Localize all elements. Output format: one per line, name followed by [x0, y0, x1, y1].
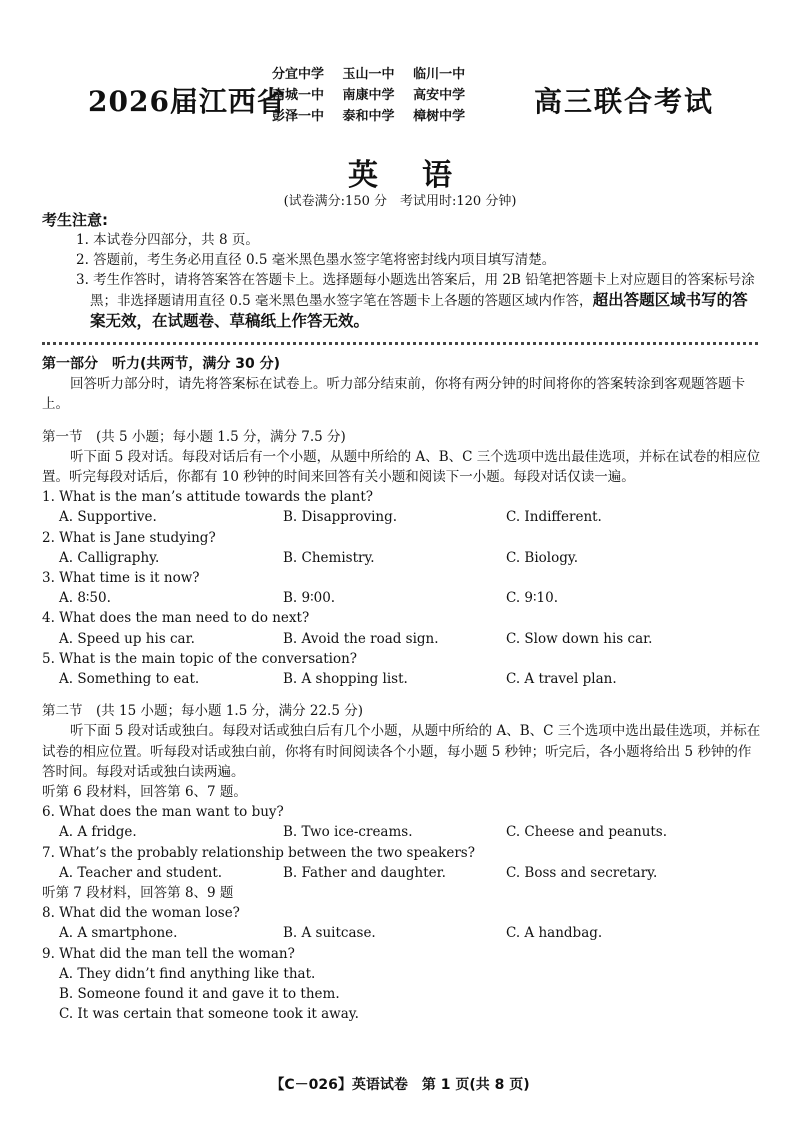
- notice-item: 1. 本试卷分四部分，共 8 页。: [76, 232, 259, 248]
- option-a: A. Something to eat.: [59, 671, 200, 688]
- notice-warning: 超出答题区域书写的答案无效，在试题卷、草稿纸上作答无效。: [90, 291, 748, 330]
- header-province: 2026届江西省: [88, 85, 286, 118]
- question: 4. What does the man need to do next?: [42, 610, 310, 627]
- notice-title: 考生注意:: [42, 211, 108, 229]
- school-name: 樟树中学: [413, 109, 466, 124]
- page-footer: 【C－026】英语试卷 第 1 页(共 8 页): [270, 1077, 530, 1093]
- option-b: B. Someone found it and gave it to them.: [59, 986, 340, 1003]
- option-b: B. A shopping list.: [283, 671, 408, 688]
- options-row: [42, 588, 762, 608]
- material-label: 听第 6 段材料，回答第 6、7 题。: [42, 784, 247, 801]
- options-row: [42, 507, 762, 527]
- candidate-notice: [42, 210, 762, 332]
- option-c: C. Indifferent.: [506, 509, 602, 526]
- option-c: C. A handbag.: [506, 925, 603, 942]
- option-a: A. 8∶50.: [59, 590, 111, 607]
- option-b: B. A suitcase.: [283, 925, 376, 942]
- options-row: [42, 548, 762, 568]
- option-b: B. 9∶00.: [283, 590, 336, 607]
- options-row: [42, 863, 762, 883]
- option-c: C. It was certain that someone took it away.: [59, 1006, 359, 1023]
- material-label: 听第 7 段材料，回答第 8、9 题: [42, 885, 234, 902]
- option-a: A. Supportive.: [59, 509, 157, 526]
- question: 1. What is the man’s attitude towards the plant?: [42, 489, 373, 506]
- school-row: [272, 64, 479, 85]
- header-exam-name: 高三联合考试: [534, 85, 715, 118]
- options-row: [42, 629, 762, 649]
- options-row: [42, 669, 762, 689]
- school-name: 玉山一中: [342, 67, 395, 82]
- question: 3. What time is it now?: [42, 570, 200, 587]
- option-a: A. Calligraphy.: [59, 549, 160, 566]
- option-b: B. Chemistry.: [283, 549, 375, 566]
- question: 9. What did the man tell the woman?: [42, 945, 295, 962]
- notice-item: 2. 答题前，考生务必用直径 0.5 毫米黑色墨水签字笔将密封线内项目填写清楚。: [76, 252, 556, 268]
- option-c: C. Slow down his car.: [506, 630, 653, 647]
- section-intro: 听下面 5 段对话。每段对话后有一个小题，从题中所给的 A、B、C 三个选项中选出最佳选项，并标在试卷的相应位置。听完每段对话后，你都有 10 秒钟的时间来回答有关小题和阅读下一小题。每段对话仅读一遍。: [42, 448, 761, 486]
- exam-header: [0, 62, 800, 130]
- options-stack: [42, 964, 762, 1025]
- question: 5. What is the main topic of the conversation?: [42, 650, 358, 667]
- option-a: A. They didn’t find anything like that.: [59, 965, 316, 982]
- option-b: B. Avoid the road sign.: [283, 630, 439, 647]
- school-name: 南城一中: [272, 88, 325, 103]
- option-c: C. Biology.: [506, 549, 579, 566]
- option-a: A. A fridge.: [59, 824, 137, 841]
- school-name: 南康中学: [342, 88, 395, 103]
- options-row: [42, 923, 762, 943]
- options-row: [42, 822, 762, 842]
- exam-meta: (试卷满分:150 分 考试用时:120 分钟): [283, 194, 517, 209]
- question: 2. What is Jane studying?: [42, 529, 216, 546]
- option-c: C. Boss and secretary.: [506, 864, 658, 881]
- school-list: [272, 64, 479, 127]
- notice-item-text: 3. 考生作答时，请将答案答在答题卡上。选择题每小题选出答案后，用 2B 铅笔把答题卡上对应题目的答案标号涂黑；非选择题请用直径 0.5 毫米黑色墨水签字笔在答题卡上各题的答题区域内作答，: [76, 272, 755, 309]
- exam-content: [42, 354, 762, 1025]
- option-a: A. A smartphone.: [59, 925, 178, 942]
- subject-title: 英语: [348, 158, 496, 193]
- option-b: B. Two ice-creams.: [283, 824, 413, 841]
- section-intro: 听下面 5 段对话或独白。每段对话或独白后有几个小题，从题中所给的 A、B、C 三个选项中选出最佳选项，并标在试卷的相应位置。听每段对话或独白前，你将有时间阅读各个小题，每小题 5 秒钟；听完后，各小题将给出 5 秒钟的作答时间。每段对话或独白读两遍。: [42, 723, 761, 780]
- school-name: 高安中学: [413, 88, 466, 103]
- option-a: A. Teacher and student.: [59, 864, 223, 881]
- question: 7. What’s the probably relationship between the two speakers?: [42, 844, 475, 861]
- section-title: 第二节 (共 15 小题；每小题 1.5 分，满分 22.5 分): [42, 703, 363, 720]
- dotted-divider: [42, 342, 758, 346]
- school-name: 泰和中学: [342, 109, 395, 124]
- question: 6. What does the man want to buy?: [42, 804, 284, 821]
- notice-item: [42, 270, 762, 332]
- school-row: [272, 106, 479, 127]
- option-a: A. Speed up his car.: [59, 630, 195, 647]
- option-b: B. Father and daughter.: [283, 864, 446, 881]
- school-name: 分宜中学: [272, 67, 325, 82]
- option-c: C. A travel plan.: [506, 671, 617, 688]
- option-c: C. Cheese and peanuts.: [506, 824, 668, 841]
- part-title: 第一部分 听力(共两节，满分 30 分): [42, 356, 281, 372]
- option-b: B. Disapproving.: [283, 509, 398, 526]
- option-c: C. 9∶10.: [506, 590, 559, 607]
- question: 8. What did the woman lose?: [42, 905, 240, 922]
- section-title: 第一节 (共 5 小题；每小题 1.5 分，满分 7.5 分): [42, 428, 346, 445]
- part-intro: 回答听力部分时，请先将答案标在试卷上。听力部分结束前，你将有两分钟的时间将你的答案转涂到客观题答题卡上。: [42, 376, 745, 413]
- school-name: 彭泽一中: [272, 109, 325, 124]
- school-row: [272, 85, 479, 106]
- school-name: 临川一中: [413, 67, 466, 82]
